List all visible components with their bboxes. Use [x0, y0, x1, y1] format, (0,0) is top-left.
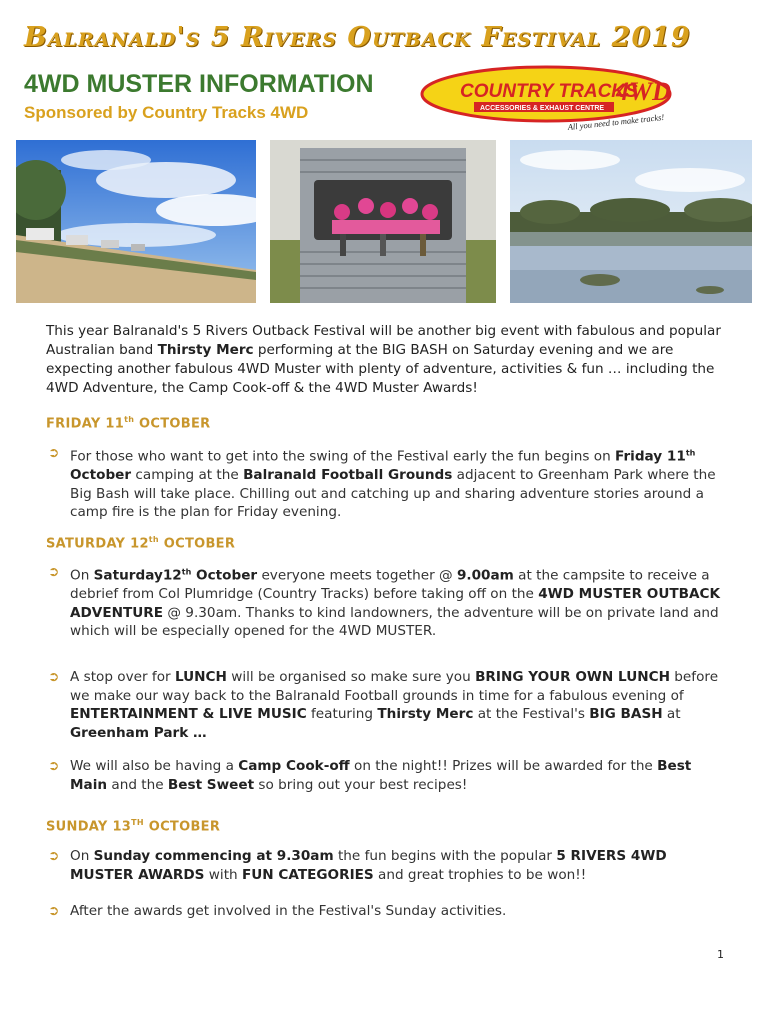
arrow-bullet-icon: ➲ [48, 848, 60, 864]
logo-subline: ACCESSORIES & EXHAUST CENTRE [480, 105, 605, 112]
sunday-heading: SUNDAY 13TH OCTOBER [46, 818, 221, 835]
sunday-bullet-awards: ➲ On Sunday commencing at 9.30am the fun begins with the popular 5 RIVERS 4WD MUSTER AWARDS with FUN CATEGORIES and great trophies to be won!! [48, 848, 667, 883]
arrow-bullet-icon: ➲ [48, 445, 60, 461]
festival-title: Balranald's 5 Rivers Outback Festival 2019 [24, 22, 691, 53]
main-heading: 4WD MUSTER INFORMATION [24, 70, 374, 98]
page-number: 1 [717, 948, 724, 961]
friday-bullet-camping: ➲ For those who want to get into the swing of the Festival early the fun begins on Friday 11th October camping at the Balranald Football Grounds adjacent to Greenham Park where the Big Bash will take place. Chilling out and catching up and sharing adventure stories around a camp fire is the plan for Friday evening. [48, 445, 716, 521]
saturday-heading: SATURDAY 12th OCTOBER [46, 535, 236, 552]
saturday-bullet-muster: ➲ On Saturday12th October everyone meets together @ 9.00am at the campsite to receive a debrief from Col Plumridge (Country Tracks) before taking off on the 4WD MUSTER OUTBACK ADVENTURE @ 9.30am. Thanks to kind landowners, the adventure will be on private land and which will be especially opened for the 4WD MUSTER. [48, 564, 721, 640]
saturday-bullet-lunch: ➲ A stop over for LUNCH will be organised so make sure you BRING YOUR OWN LUNCH before we make our way back to the Balranald Football grounds in time for a fabulous evening of ENTERTAINMENT & LIVE MUSIC featuring Thirsty Merc at the Festival's BIG BASH at Greenham Park … [48, 669, 719, 741]
arrow-bullet-icon: ➲ [48, 564, 60, 580]
logo-4wd-text: 4WD [616, 77, 671, 106]
intro-paragraph: This year Balranald's 5 Rivers Outback Festival will be another big event with fabulous and popular Australian band Thirsty Merc performing at the BIG BASH on Saturday evening and we are expecting another fabulous 4WD Muster with plenty of adventure, activities & fun … including the 4WD Adventure, the Camp Cook-off & the 4WD Muster Awards! [46, 323, 721, 396]
sunday-bullet-activities: ➲ After the awards get involved in the Festival's Sunday activities. [48, 903, 507, 919]
arrow-bullet-icon: ➲ [48, 758, 60, 774]
photo-flooded-river [510, 140, 752, 303]
saturday-bullet-cookoff: ➲ We will also be having a Camp Cook-off on the night!! Prizes will be awarded for the Best Main and the Best Sweet so bring out your best recipes! [48, 758, 692, 793]
country-tracks-logo [420, 64, 676, 134]
logo-brand-text: COUNTRY TRACKS [460, 81, 638, 102]
sponsor-line: Sponsored by Country Tracks 4WD [24, 103, 309, 122]
logo-tagline: All you need to make tracks! [567, 111, 665, 132]
photo-group-in-tank [270, 140, 496, 303]
photo-vehicles-beach [16, 140, 256, 303]
friday-heading: FRIDAY 11th OCTOBER [46, 415, 211, 432]
arrow-bullet-icon: ➲ [48, 903, 60, 919]
arrow-bullet-icon: ➲ [48, 669, 60, 685]
